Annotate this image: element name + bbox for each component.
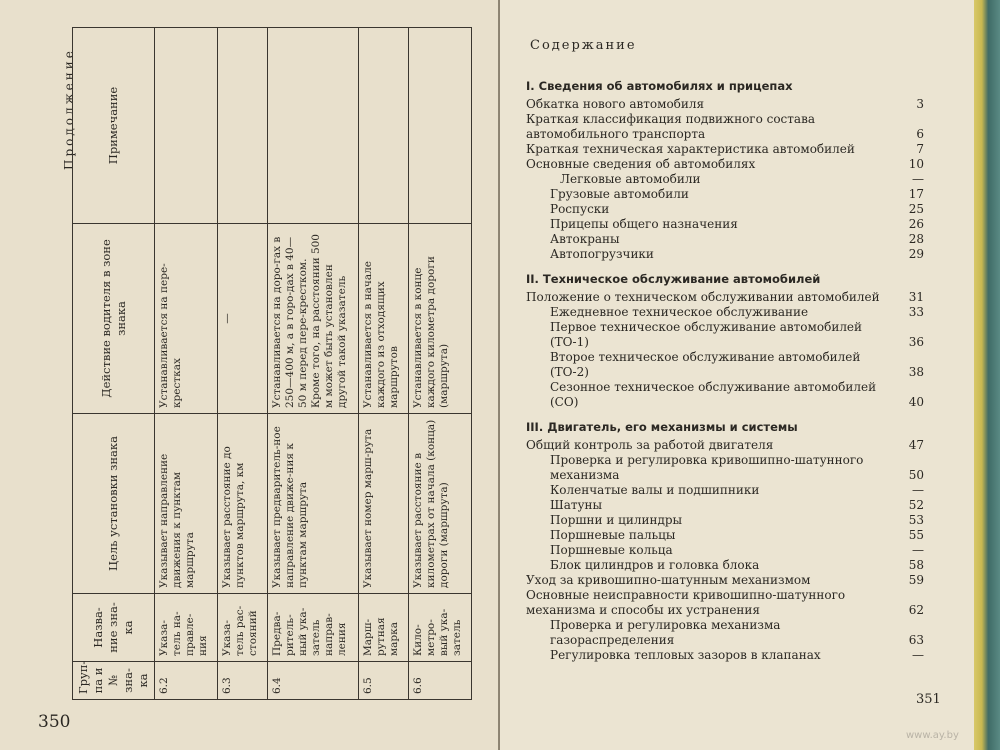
cell-action: Устанавливается на пере-крестках <box>155 224 218 414</box>
table-of-contents <box>526 74 924 663</box>
cell-group: 6.4 <box>267 662 358 700</box>
toc-entry-text: Поршни и цилиндры <box>550 513 683 527</box>
toc-entry-text: Обкатка нового автомобиля <box>526 97 705 111</box>
page-number: 350 <box>38 712 71 732</box>
toc-entry[interactable] <box>526 320 924 350</box>
cell-name: Указа-тель на-правле-ния <box>155 594 218 662</box>
toc-entry[interactable] <box>526 172 924 187</box>
toc-page: 40 <box>908 395 924 409</box>
cell-note <box>408 28 471 224</box>
toc-page: 59 <box>908 573 924 587</box>
watermark: www.ay.by <box>906 730 959 741</box>
toc-entry[interactable] <box>526 573 924 588</box>
toc-entry[interactable] <box>526 97 924 112</box>
toc-entry[interactable] <box>526 112 924 142</box>
header-note: Примечание <box>73 28 155 224</box>
toc-page: 52 <box>908 498 924 512</box>
cell-group: 6.6 <box>408 662 471 700</box>
toc-entry[interactable] <box>526 498 924 513</box>
toc-entry[interactable] <box>526 202 924 217</box>
toc-entry-text: Автопогрузчики <box>550 247 654 261</box>
cell-note <box>359 28 408 224</box>
toc-entry[interactable] <box>526 528 924 543</box>
toc-page: 29 <box>908 247 924 261</box>
running-head: Продолжение <box>62 48 76 170</box>
toc-page: 28 <box>908 232 924 246</box>
toc-entry-text: Основные сведения об автомобилях <box>526 157 756 171</box>
toc-entry[interactable] <box>526 380 924 410</box>
cell-name: Марш-рутная марка <box>359 594 408 662</box>
toc-entry[interactable] <box>526 483 924 498</box>
toc-entry[interactable] <box>526 247 924 262</box>
toc-entry-text: Шатуны <box>550 498 603 512</box>
toc-entry-text: Грузовые автомобили <box>550 187 689 201</box>
toc-page: 10 <box>908 157 924 171</box>
toc-page: 62 <box>908 603 924 617</box>
toc-entry-text: Общий контроль за работой двигателя <box>526 438 774 452</box>
toc-entry[interactable] <box>526 305 924 320</box>
toc-entry-text: Основные неисправности кривошипно-шатунного механизма и способы их устранения <box>526 588 846 617</box>
toc-page: — <box>912 172 924 186</box>
cell-note <box>218 28 267 224</box>
toc-page: — <box>912 648 924 662</box>
toc-entry-text: Роспуски <box>550 202 610 216</box>
toc-entry-text: Второе техническое обслуживание автомобилей (ТО-2) <box>550 350 861 379</box>
toc-page: 6 <box>916 127 924 141</box>
toc-entry-text: Регулировка тепловых зазоров в клапанах <box>550 648 821 662</box>
header-name: Назва-ние зна-ка <box>73 594 155 662</box>
toc-entry-text: Сезонное техническое обслуживание автомобилей (СО) <box>550 380 877 409</box>
road-sign-table <box>72 27 472 700</box>
toc-entry-text: Блок цилиндров и головка блока <box>550 558 760 572</box>
toc-entry[interactable] <box>526 290 924 305</box>
toc-entry-text: Поршневые кольца <box>550 543 673 557</box>
toc-entry[interactable] <box>526 350 924 380</box>
table-row <box>218 28 267 700</box>
toc-entry[interactable] <box>526 513 924 528</box>
toc-entry[interactable] <box>526 142 924 157</box>
toc-page: 55 <box>908 528 924 542</box>
table-row <box>155 28 218 700</box>
toc-entry[interactable] <box>526 543 924 558</box>
toc-entry[interactable] <box>526 232 924 247</box>
toc-page: 31 <box>908 290 924 304</box>
cell-action: Устанавливается в начале каждого из отходящих маршрутов <box>359 224 408 414</box>
toc-entry-text: Положение о техническом обслуживании автомобилей <box>526 290 880 304</box>
sign-table-container <box>72 28 472 700</box>
toc-page: — <box>912 483 924 497</box>
cell-purpose: Указывает номер марш-рута <box>359 414 408 594</box>
header-group: Груп-па и № зна-ка <box>73 662 155 700</box>
toc-page: 50 <box>908 468 924 482</box>
toc-page: 25 <box>908 202 924 216</box>
cell-name: Указа-тель рас-стояний <box>218 594 267 662</box>
toc-entry[interactable] <box>526 648 924 663</box>
toc-entry-text: Коленчатые валы и подшипники <box>550 483 760 497</box>
cell-action: — <box>218 224 267 414</box>
toc-page: 7 <box>916 142 924 156</box>
toc-entry[interactable] <box>526 187 924 202</box>
toc-entry-text: Проверка и регулировка механизма газораспределения <box>550 618 781 647</box>
toc-entry[interactable] <box>526 588 924 618</box>
toc-title: Содержание <box>530 38 637 53</box>
toc-page: — <box>912 543 924 557</box>
header-action: Действие водителя в зоне знака <box>73 224 155 414</box>
toc-page: 53 <box>908 513 924 527</box>
cell-group: 6.2 <box>155 662 218 700</box>
page-number: 351 <box>916 692 941 707</box>
table-row <box>267 28 358 700</box>
toc-entry[interactable] <box>526 558 924 573</box>
toc-entry[interactable] <box>526 453 924 483</box>
toc-entry[interactable] <box>526 157 924 172</box>
toc-page: 33 <box>908 305 924 319</box>
toc-entry-text: Легковые автомобили <box>560 172 701 186</box>
toc-entry[interactable] <box>526 438 924 453</box>
section-heading: I. Сведения об автомобилях и прицепах <box>526 79 793 93</box>
cell-note <box>267 28 358 224</box>
section-heading: III. Двигатель, его механизмы и системы <box>526 420 798 434</box>
toc-entry[interactable] <box>526 217 924 232</box>
book-cover-edge <box>974 0 1000 750</box>
cell-purpose: Указывает направление движения к пунктам маршрута <box>155 414 218 594</box>
toc-entry-text: Ежедневное техническое обслуживание <box>550 305 809 319</box>
cell-group: 6.3 <box>218 662 267 700</box>
cell-purpose: Указывает расстояние до пунктов маршрута, км <box>218 414 267 594</box>
toc-entry[interactable] <box>526 618 924 648</box>
table-row <box>408 28 471 700</box>
toc-page: 17 <box>908 187 924 201</box>
table-row <box>359 28 408 700</box>
toc-entry-text: Поршневые пальцы <box>550 528 676 542</box>
toc-page: 47 <box>908 438 924 452</box>
toc-entry-text: Уход за кривошипно-шатунным механизмом <box>526 573 811 587</box>
table-header-row <box>73 28 155 700</box>
cell-action: Устанавливается в конце каждого километра дороги (маршрута) <box>408 224 471 414</box>
toc-entry-text: Прицепы общего назначения <box>550 217 738 231</box>
cell-note <box>155 28 218 224</box>
header-purpose: Цель установки знака <box>73 414 155 594</box>
cell-name: Кило-метро-вый ука-затель <box>408 594 471 662</box>
toc-entry-text: Первое техническое обслуживание автомобилей (ТО-1) <box>550 320 863 349</box>
toc-page: 63 <box>908 633 924 647</box>
toc-entry-text: Краткая классификация подвижного состава автомобильного транспорта <box>526 112 815 141</box>
toc-page: 36 <box>908 335 924 349</box>
cell-name: Предва-ритель-ный ука-затель направ-ления <box>267 594 358 662</box>
toc-page: 3 <box>916 97 924 111</box>
toc-entry-text: Краткая техническая характеристика автомобилей <box>526 142 855 156</box>
toc-page: 26 <box>908 217 924 231</box>
section-heading: II. Техническое обслуживание автомобилей <box>526 272 821 286</box>
cell-purpose: Указывает расстояние в километрах от начала (конца) дороги (маршрута) <box>408 414 471 594</box>
toc-entry-text: Проверка и регулировка кривошипно-шатунного механизма <box>550 453 864 482</box>
toc-page: 38 <box>908 365 924 379</box>
cell-action: Устанавливается на доро-гах в 250—400 м, а в горо-дах в 40—50 м перед пере-крестком. Кроме того, на расстоянии 500 м может быть установлен другой такой указатель <box>267 224 358 414</box>
left-page <box>0 0 498 750</box>
cell-purpose: Указывает предваритель-ное направление движе-ния к пунктам маршрута <box>267 414 358 594</box>
cell-group: 6.5 <box>359 662 408 700</box>
toc-page: 58 <box>908 558 924 572</box>
toc-entry-text: Автокраны <box>550 232 620 246</box>
